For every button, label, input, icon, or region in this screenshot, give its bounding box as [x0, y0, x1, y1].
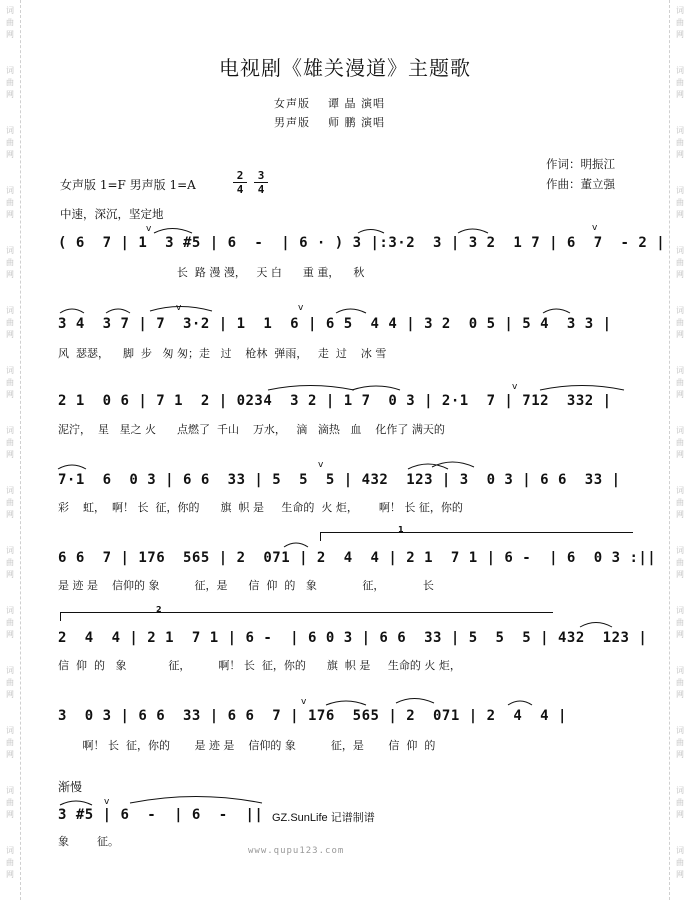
slur [508, 701, 532, 705]
watermark-glyph: 曲 [6, 618, 14, 627]
time-numerator: 2 [236, 169, 244, 182]
watermark-glyph: 曲 [6, 18, 14, 27]
watermark-glyph: 词 [676, 126, 684, 135]
watermark-glyph: 网 [6, 150, 14, 159]
transcriber-name: GZ.SunLife [272, 812, 328, 824]
watermark-glyph: 曲 [676, 18, 684, 27]
watermark-glyph: 词 [676, 606, 684, 615]
watermark-glyph: 曲 [676, 498, 684, 507]
singer-name: 谭 晶 演唱 [328, 97, 385, 110]
watermark-glyph: 词 [676, 366, 684, 375]
score-line-8-notes: 3 #5 | 6 - | 6 - || [58, 807, 264, 823]
watermark-glyph: 词 [6, 606, 14, 615]
composer-credit: 作曲：董立强 [546, 177, 615, 191]
watermark-glyph: 曲 [6, 318, 14, 327]
volta-number-2: 2 [156, 605, 162, 614]
watermark-glyph: 曲 [676, 198, 684, 207]
watermark-glyph: 曲 [6, 78, 14, 87]
singer-name: 师 鹏 演唱 [328, 116, 385, 129]
lyricist-credit: 作词：明振江 [546, 157, 615, 171]
watermark-glyph: 网 [676, 210, 684, 219]
watermark-glyph: 词 [6, 66, 14, 75]
watermark-glyph: 网 [6, 30, 14, 39]
score-line-1-lyrics: 长 路 漫 漫， 天 白 重 重， 秋 [58, 266, 365, 279]
watermark-glyph: 网 [6, 870, 14, 879]
slur [154, 229, 192, 234]
watermark-glyph: 网 [676, 30, 684, 39]
watermark-glyph: 曲 [676, 618, 684, 627]
watermark-glyph: 曲 [6, 738, 14, 747]
watermark-glyph: 网 [6, 810, 14, 819]
watermark-glyph: 网 [6, 210, 14, 219]
score-line-4-notes: 7·1 6 0 3 | 6 6 33 | 5 5 5 | 432 123 | 3 0 3 | 6 6 33 | [58, 472, 621, 488]
watermark-glyph: 词 [676, 426, 684, 435]
score-line-6-notes: 2 4 4 | 2 1 7 1 | 6 - | 6 0 3 | 6 6 33 | 5 5 5 | 432 123 | [58, 630, 648, 646]
score-line-2-notes: 3 4 3 7 | 7 3·2 | 1 1 6 | 6 5 4 4 | 3 2 0 5 | 5 4 3 3 | [58, 316, 612, 332]
watermark-glyph: 网 [676, 390, 684, 399]
watermark-glyph: 曲 [676, 258, 684, 267]
slur [358, 230, 384, 234]
time-numerator: 3 [257, 169, 265, 182]
watermark-glyph: 曲 [676, 138, 684, 147]
watermark-glyph: 词 [6, 486, 14, 495]
watermark-glyph: 网 [676, 90, 684, 99]
score-line-4-lyrics: 彩 虹， 啊！ 长 征，你的 旗 帜 是 生命的 火 炬， 啊！ 长 征，你的 [58, 501, 463, 514]
slur [60, 801, 92, 805]
page-title: 电视剧《雄关漫道》主题歌 [219, 56, 471, 80]
watermark-glyph: 网 [676, 750, 684, 759]
watermark-glyph: 网 [676, 570, 684, 579]
watermark-glyph: 词 [676, 246, 684, 255]
watermark-glyph: 曲 [676, 78, 684, 87]
watermark-glyph: 曲 [676, 378, 684, 387]
slur [268, 386, 354, 391]
watermark-glyph: 曲 [6, 558, 14, 567]
watermark-glyph: 词 [6, 366, 14, 375]
key-signature: 女声版 1=F 男声版 1=A [60, 178, 196, 192]
watermark-glyph: 曲 [6, 198, 14, 207]
score-line-5-notes: 6 6 7 | 176 565 | 2 071 | 2 4 4 | 2 1 7 1 | 6 - | 6 0 3 :|| [58, 550, 657, 566]
score-line-8-lyrics: 象 征。 [58, 835, 119, 848]
breath-mark: v [176, 303, 182, 313]
slur [106, 309, 130, 313]
transcriber-note: 记谱制谱 [330, 811, 375, 824]
watermark-glyph: 网 [6, 90, 14, 99]
breath-mark: v [104, 797, 110, 807]
time-denominator: 4 [254, 182, 268, 196]
version-label: 男声版 [274, 116, 310, 129]
watermark-glyph: 曲 [6, 498, 14, 507]
slur [352, 386, 400, 390]
slur [58, 465, 86, 469]
watermark-glyph: 曲 [676, 438, 684, 447]
slur [284, 543, 308, 547]
watermark-glyph: 曲 [6, 858, 14, 867]
slur [458, 229, 488, 233]
watermark-glyph: 网 [676, 510, 684, 519]
watermark-glyph: 网 [676, 870, 684, 879]
slur [60, 309, 84, 313]
watermark-glyph: 词 [676, 66, 684, 75]
watermark-glyph: 曲 [676, 678, 684, 687]
score-line-7-notes: 3 0 3 | 6 6 33 | 6 6 7 | 176 565 | 2 071 | 2 4 4 | [58, 708, 567, 724]
watermark-glyph: 网 [6, 630, 14, 639]
slur [130, 797, 262, 804]
watermark-glyph: 网 [676, 630, 684, 639]
watermark-glyph: 词 [6, 246, 14, 255]
slur [408, 464, 448, 469]
breath-mark: v [512, 382, 518, 392]
watermark-glyph: 网 [676, 150, 684, 159]
watermark-glyph: 词 [6, 786, 14, 795]
watermark-glyph: 词 [676, 186, 684, 195]
watermark-glyph: 曲 [676, 738, 684, 747]
watermark-glyph: 词 [6, 726, 14, 735]
footer-watermark: www.qupu123.com [248, 846, 345, 856]
watermark-glyph: 词 [6, 846, 14, 855]
watermark-glyph: 曲 [676, 558, 684, 567]
slur [543, 309, 570, 313]
breath-mark: v [318, 460, 324, 470]
watermark-glyph: 曲 [676, 798, 684, 807]
breath-mark: v [301, 697, 307, 707]
watermark-glyph: 词 [6, 666, 14, 675]
breath-mark: v [298, 303, 304, 313]
watermark-glyph: 网 [6, 690, 14, 699]
score-line-6-lyrics: 信 仰 的 象 征， 啊！ 长 征，你的 旗 帜 是 生命的 火 炬， [58, 659, 461, 672]
score-line-3-lyrics: 泥泞， 星 星之 火 点燃了 千山 万水， 滴 滴热 血 化作了 满天的 [58, 423, 445, 436]
version-label: 女声版 [274, 97, 310, 110]
slur [540, 386, 624, 391]
volta-number-1: 1 [398, 525, 404, 534]
score-line-1-notes: ( 6 7 | 1 3 #5 | 6 - | 6 · ) 3 |:3·2 3 | 3 2 1 7 | 6 7 - 2 | [58, 235, 666, 251]
watermark-glyph: 网 [676, 270, 684, 279]
breath-mark: v [146, 224, 152, 234]
watermark-glyph: 词 [6, 306, 14, 315]
watermark-glyph: 词 [6, 6, 14, 15]
watermark-glyph: 曲 [6, 138, 14, 147]
watermark-glyph: 词 [676, 726, 684, 735]
watermark-glyph: 网 [6, 570, 14, 579]
watermark-glyph: 网 [676, 810, 684, 819]
watermark-glyph: 词 [676, 846, 684, 855]
watermark-glyph: 网 [6, 390, 14, 399]
watermark-glyph: 曲 [676, 858, 684, 867]
watermark-glyph: 曲 [6, 798, 14, 807]
slur [432, 462, 474, 467]
watermark-glyph: 词 [6, 426, 14, 435]
watermark-glyph: 词 [6, 126, 14, 135]
watermark-glyph: 网 [6, 510, 14, 519]
watermark-glyph: 词 [676, 786, 684, 795]
watermark-glyph: 网 [676, 450, 684, 459]
slur [326, 701, 366, 705]
watermark-glyph: 词 [676, 666, 684, 675]
score-line-3-notes: 2 1 0 6 | 7 1 2 | 0234 3 2 | 1 7 0 3 | 2·1 7 | 712 332 | [58, 393, 612, 409]
score-line-7-lyrics: 啊！ 长 征，你的 是 迹 是 信仰的 象 征，是 信 仰 的 [58, 739, 436, 752]
breath-mark: v [592, 223, 598, 233]
watermark-glyph: 网 [676, 690, 684, 699]
slur [336, 309, 366, 313]
watermark-glyph: 网 [6, 450, 14, 459]
watermark-glyph: 词 [676, 6, 684, 15]
watermark-glyph: 曲 [676, 318, 684, 327]
ritardando-marking: 渐慢 [58, 780, 83, 794]
watermark-glyph: 网 [676, 330, 684, 339]
watermark-glyph: 曲 [6, 678, 14, 687]
watermark-glyph: 曲 [6, 258, 14, 267]
watermark-glyph: 词 [6, 546, 14, 555]
watermark-glyph: 曲 [6, 438, 14, 447]
watermark-glyph: 词 [676, 546, 684, 555]
slur [580, 623, 612, 628]
score-line-5-lyrics: 是 迹 是 信仰的 象 征，是 信 仰 的 象 征， 长 [58, 579, 434, 592]
watermark-glyph: 词 [6, 186, 14, 195]
watermark-glyph: 网 [6, 330, 14, 339]
slur [396, 699, 434, 704]
score-line-2-lyrics: 风 瑟瑟， 脚 步 匆 匆；走 过 枪林 弹雨， 走 过 冰 雪 [58, 347, 387, 360]
watermark-glyph: 词 [676, 306, 684, 315]
tempo-marking: 中速，深沉，坚定地 [60, 207, 164, 221]
watermark-glyph: 曲 [6, 378, 14, 387]
watermark-glyph: 词 [676, 486, 684, 495]
time-denominator: 4 [233, 182, 247, 196]
watermark-glyph: 网 [6, 270, 14, 279]
watermark-glyph: 网 [6, 750, 14, 759]
